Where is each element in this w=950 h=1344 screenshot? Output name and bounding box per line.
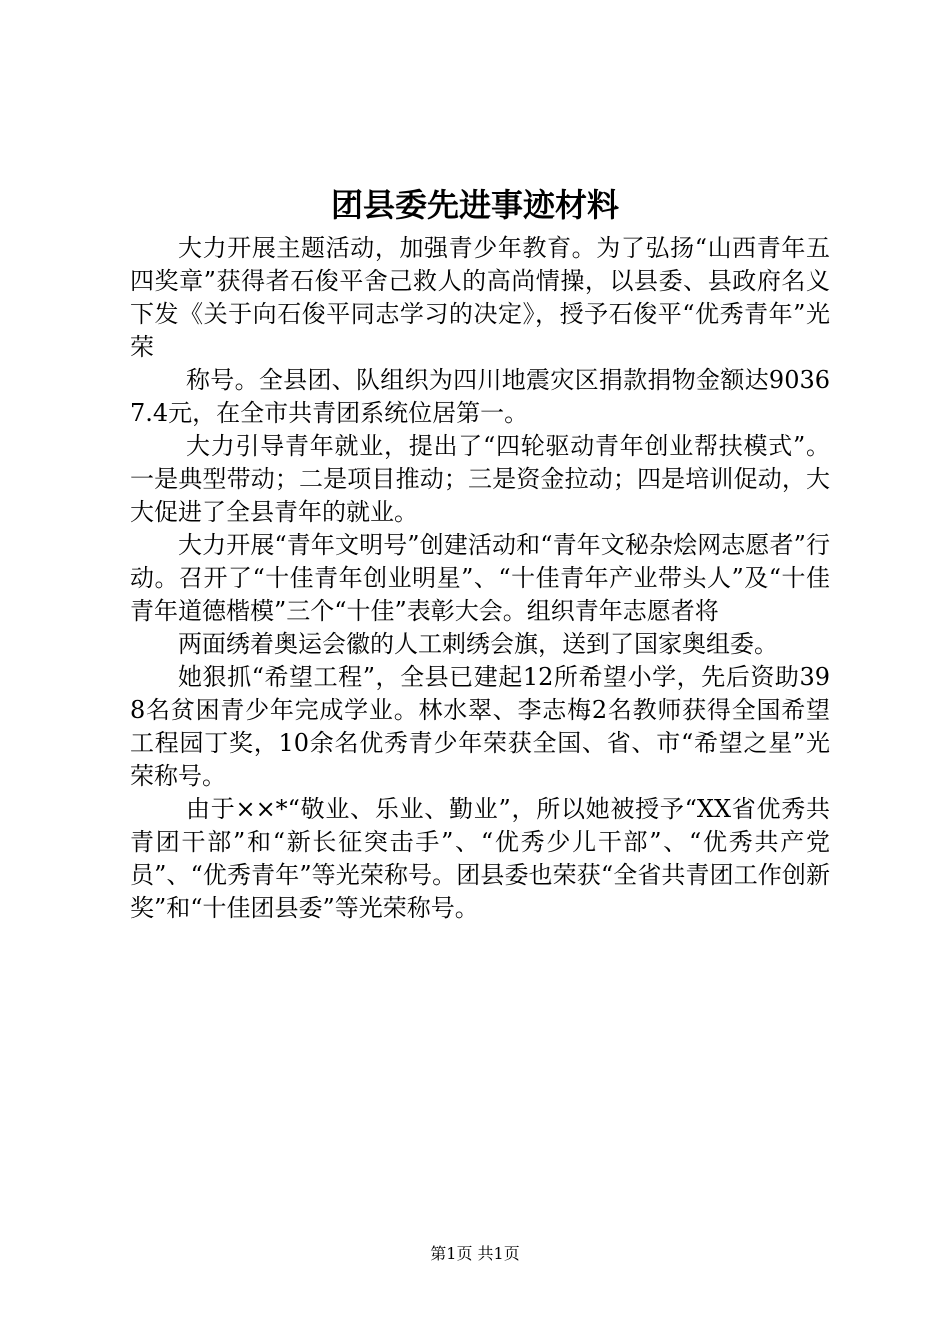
paragraph-hope-project: 她狠抓“希望工程”，全县已建起12所希望小学，先后资助398名贫困青少年完成学业。林水翠、李志梅2名教师获得全国希望工程园丁奖，10余名优秀青少年荣获全国、省、市“希望之星”光荣称号。 (130, 663, 830, 790)
page-footer: 第1页 共1页 (430, 1244, 520, 1263)
document-body (130, 232, 830, 925)
paragraph-earthquake-donation: 称号。全县团、队组织为四川地震灾区捐款捐物金额达90367.4元，在全市共青团系统位居第一。 (130, 366, 830, 427)
paragraph-honors: 由于××*“敬业、乐业、勤业”，所以她被授予“XX省优秀共青团干部”和“新长征突击手”、“优秀少儿干部”、“优秀共产党员”、“优秀青年”等光荣称号。团县委也荣获“全省共青团工作创新奖”和“十佳团县委”等光荣称号。 (130, 795, 830, 922)
document-title: 团县委先进事迹材料 (330, 186, 619, 224)
paragraph-theme-activities: 大力开展主题活动，加强青少年教育。为了弘扬“山西青年五四奖章”获得者石俊平舍己救人的高尚情操，以县委、县政府名义下发《关于向石俊平同志学习的决定》，授予石俊平“优秀青年”光荣 (130, 234, 830, 361)
paragraph-youth-employment: 大力引导青年就业，提出了“四轮驱动青年创业帮扶模式”。一是典型带动；二是项目推动；三是资金拉动；四是培训促动，大大促进了全县青年的就业。 (130, 432, 830, 526)
paragraph-civilization-campaign: 大力开展“青年文明号”创建活动和“青年文秘杂烩网志愿者”行动。召开了“十佳青年创业明星”、“十佳青年产业带头人”及“十佳青年道德楷模”三个“十佳”表彰大会。组织青年志愿者将 (130, 531, 830, 625)
paragraph-olympic-flag: 两面绣着奥运会徽的人工刺绣会旗，送到了国家奥组委。 (178, 630, 778, 658)
